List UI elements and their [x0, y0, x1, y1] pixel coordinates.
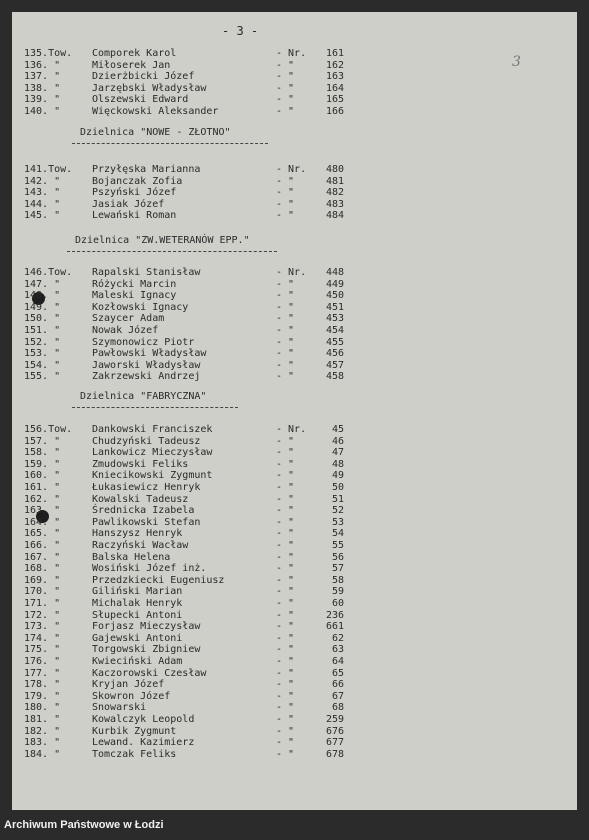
entry-name: Raczyński Wacław [92, 540, 189, 551]
list-item [12, 691, 352, 703]
list-item [12, 83, 352, 95]
entry-num: 169. " [24, 574, 61, 586]
margin-note: 3 [512, 54, 521, 70]
entry-num: 167. " [24, 551, 61, 563]
entry-name: Rapalski Stanisław [92, 267, 201, 278]
entry-nr: 480 [325, 164, 344, 175]
entry-num: 143. " [24, 187, 61, 199]
list-item [12, 279, 352, 291]
list-item [12, 71, 352, 83]
entry-name: Dzierżbicki Józef [92, 71, 195, 83]
entry-dash: - Nr. [276, 164, 307, 175]
entry-num: 166. " [24, 540, 61, 551]
list-item [12, 494, 352, 506]
entry-num: 175. " [24, 644, 61, 656]
list-item [12, 210, 352, 222]
entry-num: 152. " [24, 336, 61, 348]
entry-num: 171. " [24, 598, 61, 609]
entry-dash: - " [276, 301, 295, 313]
entry-nr: 454 [325, 325, 344, 336]
entry-num: 140. " [24, 106, 61, 117]
entry-dash: - " [276, 621, 295, 633]
entry-dash: - " [276, 586, 295, 598]
entry-nr: 68 [331, 702, 344, 714]
entry-dash: - Nr. [276, 48, 307, 59]
entry-dash: - " [276, 313, 295, 325]
list-item [12, 290, 352, 302]
entry-num: 184. " [24, 748, 61, 760]
entry-name: Kowalczyk Leopold [92, 714, 195, 725]
entry-num: 180. " [24, 702, 61, 714]
entry-nr: 47 [331, 447, 344, 459]
entry-name: Różycki Marcin [92, 278, 177, 290]
list-item [12, 679, 352, 691]
entry-dash: - " [276, 198, 295, 210]
entry-dash: - " [276, 71, 295, 83]
entry-dash: - " [276, 187, 295, 199]
entry-dash: - " [276, 714, 295, 725]
entry-num: 161. " [24, 482, 61, 493]
entry-num: 139. " [24, 94, 61, 106]
entry-name: Comporek Karol [92, 48, 177, 59]
entry-name: Kaczorowski Czesław [92, 667, 207, 679]
entry-dash: - " [276, 679, 295, 691]
district-heading: Dzielnica "FABRYCZNA" [80, 391, 207, 402]
entry-dash: - " [276, 435, 295, 447]
entry-dash: - " [276, 737, 295, 749]
list-item [12, 348, 352, 360]
list-item [12, 424, 352, 436]
list-item [12, 598, 352, 610]
entry-dash: - " [276, 598, 295, 609]
entry-num: 151. " [24, 325, 61, 336]
entry-name: Kozłowski Ignacy [92, 301, 189, 313]
entry-name: Skowron Józef [92, 690, 171, 702]
entry-name: Forjasz Mieczysław [92, 621, 201, 633]
list-item [12, 199, 352, 211]
entry-nr: 457 [325, 359, 344, 371]
list-item [12, 48, 352, 60]
list-item [12, 337, 352, 349]
entry-num: 155. " [24, 371, 61, 383]
list-item [12, 482, 352, 494]
entry-num: 150. " [24, 313, 61, 325]
entry-num: 153. " [24, 348, 61, 360]
entry-num: 138. " [24, 82, 61, 94]
entry-nr: 46 [331, 435, 344, 447]
entry-dash: - " [276, 348, 295, 360]
entry-dash: - " [276, 94, 295, 106]
entry-nr: 163 [325, 71, 344, 83]
entry-num: 156.Tow. [24, 424, 73, 435]
archive-footer: Archiwum Państwowe w Łodzi [4, 819, 164, 831]
list-item [12, 187, 352, 199]
entry-dash: - " [276, 290, 295, 302]
list-item [12, 540, 352, 552]
entry-num: 168. " [24, 563, 61, 575]
entry-num: 174. " [24, 632, 61, 644]
entry-num: 179. " [24, 690, 61, 702]
entry-num: 165. " [24, 528, 61, 540]
entry-num: 172. " [24, 609, 61, 621]
list-item [12, 517, 352, 529]
document-page [12, 12, 577, 810]
entry-name: Lewand. Kazimierz [92, 737, 195, 749]
entry-num: 136. " [24, 59, 61, 71]
entry-nr: 448 [325, 267, 344, 278]
entry-num: 181. " [24, 714, 61, 725]
entry-nr: 484 [325, 210, 344, 222]
entry-dash: - " [276, 551, 295, 563]
entry-nr: 57 [331, 563, 344, 575]
entry-name: Słupecki Antoni [92, 609, 183, 621]
entry-name: Kniecikowski Zygmunt [92, 470, 213, 482]
entry-dash: - " [276, 505, 295, 517]
entry-num: 142. " [24, 175, 61, 187]
entry-name: Łukasiewicz Henryk [92, 482, 201, 493]
entry-dash: - " [276, 447, 295, 459]
list-item [12, 610, 352, 622]
list-item [12, 726, 352, 738]
entry-name: Nowak Józef [92, 325, 159, 336]
entry-name: Giliński Marian [92, 586, 183, 598]
entry-nr: 49 [331, 470, 344, 482]
entry-dash: - " [276, 458, 295, 470]
entry-name: Więckowski Aleksander [92, 106, 219, 117]
entry-num: 144. " [24, 198, 61, 210]
entry-nr: 45 [331, 424, 344, 435]
entry-dash: - " [276, 175, 295, 187]
list-item [12, 371, 352, 383]
entry-name: Torgowski Zbigniew [92, 644, 201, 656]
entry-name: Kurbik Zygmunt [92, 725, 177, 737]
entry-num: 177. " [24, 667, 61, 679]
entry-name: Olszewski Edward [92, 94, 189, 106]
list-item [12, 325, 352, 337]
list-item [12, 60, 352, 72]
list-item [12, 164, 352, 176]
heading-underline [72, 407, 238, 408]
entry-nr: 481 [325, 175, 344, 187]
entry-nr: 51 [331, 493, 344, 505]
entry-name: Hanszysz Henryk [92, 528, 183, 540]
list-item [12, 621, 352, 633]
entry-nr: 483 [325, 198, 344, 210]
entry-dash: - Nr. [276, 424, 307, 435]
entry-name: Przedzkiecki Eugeniusz [92, 574, 225, 586]
entry-nr: 453 [325, 313, 344, 325]
entry-name: Chudzyński Tadeusz [92, 435, 201, 447]
entry-name: Przyłęska Marianna [92, 164, 201, 175]
entry-dash: - Nr. [276, 267, 307, 278]
entry-num: 154. " [24, 359, 61, 371]
entry-nr: 678 [325, 748, 344, 760]
entry-name: Jaworski Władysław [92, 359, 201, 371]
list-item [12, 470, 352, 482]
entry-num: 160. " [24, 470, 61, 482]
entry-nr: 64 [331, 656, 344, 667]
list-item [12, 459, 352, 471]
entry-num: 157. " [24, 435, 61, 447]
entry-nr: 236 [325, 609, 344, 621]
entry-nr: 50 [331, 482, 344, 493]
entry-num: 163. " [24, 505, 61, 517]
entry-name: Tomczak Feliks [92, 748, 177, 760]
entry-name: Jarzębski Władysław [92, 82, 207, 94]
entry-nr: 165 [325, 94, 344, 106]
entry-nr: 450 [325, 290, 344, 302]
entry-dash: - " [276, 632, 295, 644]
entry-name: Balska Helena [92, 551, 171, 563]
district-heading: Dzielnica "NOWE - ZŁOTNO" [80, 127, 231, 138]
entry-nr: 56 [331, 551, 344, 563]
list-item [12, 94, 352, 106]
list-item [12, 644, 352, 656]
entry-nr: 451 [325, 301, 344, 313]
entry-nr: 54 [331, 528, 344, 540]
entry-name: Pawlikowski Stefan [92, 516, 201, 528]
entry-name: Dankowski Franciszek [92, 424, 213, 435]
entry-nr: 455 [325, 336, 344, 348]
entry-nr: 482 [325, 187, 344, 199]
list-item [12, 360, 352, 372]
entry-name: Pawłowski Władysław [92, 348, 207, 360]
entry-dash: - " [276, 470, 295, 482]
entry-dash: - " [276, 336, 295, 348]
entry-name: Szaycer Adam [92, 313, 165, 325]
entry-name: Lewański Roman [92, 210, 177, 222]
entry-dash: - " [276, 482, 295, 493]
entry-dash: - " [276, 325, 295, 336]
list-item [12, 749, 352, 761]
entry-name: Gajewski Antoni [92, 632, 183, 644]
entry-nr: 164 [325, 82, 344, 94]
entry-dash: - " [276, 210, 295, 222]
entry-name: Zmudowski Feliks [92, 458, 189, 470]
entry-nr: 65 [331, 667, 344, 679]
entry-num: 182. " [24, 725, 61, 737]
entry-num: 135.Tow. [24, 48, 73, 59]
entry-dash: - " [276, 748, 295, 760]
entry-nr: 458 [325, 371, 344, 383]
entry-num: 158. " [24, 447, 61, 459]
entry-num: 148. " [24, 290, 61, 302]
entry-num: 137. " [24, 71, 61, 83]
entry-num: 173. " [24, 621, 61, 633]
entry-dash: - " [276, 690, 295, 702]
entry-nr: 55 [331, 540, 344, 551]
entry-num: 164. " [24, 516, 61, 528]
entry-dash: - " [276, 540, 295, 551]
entry-dash: - " [276, 609, 295, 621]
list-item [12, 302, 352, 314]
entry-name: Jasiak Józef [92, 198, 165, 210]
entry-num: 145. " [24, 210, 61, 222]
entry-num: 176. " [24, 656, 61, 667]
entry-dash: - " [276, 516, 295, 528]
list-item [12, 563, 352, 575]
entry-nr: 259 [325, 714, 344, 725]
entry-nr: 53 [331, 516, 344, 528]
entry-dash: - " [276, 644, 295, 656]
entry-nr: 161 [325, 48, 344, 59]
entry-name: Szymonowicz Piotr [92, 336, 195, 348]
list-item [12, 702, 352, 714]
entry-dash: - " [276, 528, 295, 540]
entry-name: Pszyński Józef [92, 187, 177, 199]
entry-dash: - " [276, 725, 295, 737]
entry-dash: - " [276, 278, 295, 290]
entry-nr: 166 [325, 106, 344, 117]
list-item [12, 447, 352, 459]
entry-num: 149. " [24, 301, 61, 313]
list-item [12, 528, 352, 540]
entry-name: Lankowicz Mieczysław [92, 447, 213, 459]
entry-num: 183. " [24, 737, 61, 749]
entry-name: Snowarski [92, 702, 147, 714]
entry-nr: 676 [325, 725, 344, 737]
entry-dash: - " [276, 59, 295, 71]
entry-name: Średnicka Izabela [92, 505, 195, 517]
entry-nr: 456 [325, 348, 344, 360]
entry-dash: - " [276, 563, 295, 575]
entry-dash: - " [276, 574, 295, 586]
list-item [12, 633, 352, 645]
entry-nr: 63 [331, 644, 344, 656]
entry-name: Zakrzewski Andrzej [92, 371, 201, 383]
entry-num: 159. " [24, 458, 61, 470]
list-item [12, 313, 352, 325]
heading-underline [72, 143, 268, 144]
list-item [12, 267, 352, 279]
entry-nr: 48 [331, 458, 344, 470]
entry-name: Bojanczak Zofia [92, 175, 183, 187]
entry-nr: 67 [331, 690, 344, 702]
entry-nr: 677 [325, 737, 344, 749]
list-item [12, 737, 352, 749]
entry-dash: - " [276, 656, 295, 667]
entry-nr: 52 [331, 505, 344, 517]
entry-dash: - " [276, 702, 295, 714]
entry-name: Kwieciński Adam [92, 656, 183, 667]
list-item [12, 714, 352, 726]
list-item [12, 552, 352, 564]
entry-num: 146.Tow. [24, 267, 73, 278]
entry-num: 170. " [24, 586, 61, 598]
list-item [12, 106, 352, 118]
entry-nr: 58 [331, 574, 344, 586]
entry-nr: 162 [325, 59, 344, 71]
list-item [12, 436, 352, 448]
entry-nr: 661 [325, 621, 344, 633]
entry-nr: 449 [325, 278, 344, 290]
entry-nr: 66 [331, 679, 344, 691]
entry-nr: 59 [331, 586, 344, 598]
entry-name: Michalak Henryk [92, 598, 183, 609]
list-item [12, 586, 352, 598]
entry-dash: - " [276, 82, 295, 94]
entry-name: Kryjan Józef [92, 679, 165, 691]
entry-num: 162. " [24, 493, 61, 505]
entry-num: 147. " [24, 278, 61, 290]
entry-dash: - " [276, 667, 295, 679]
list-item [12, 656, 352, 668]
heading-underline [67, 251, 277, 252]
entry-name: Miłoserek Jan [92, 59, 171, 71]
list-item [12, 575, 352, 587]
entry-dash: - " [276, 359, 295, 371]
entry-nr: 62 [331, 632, 344, 644]
entry-num: 141.Tow. [24, 164, 73, 175]
page-number: - 3 - [222, 24, 259, 38]
entry-name: Wosiński Józef inż. [92, 563, 207, 575]
entry-nr: 60 [331, 598, 344, 609]
entry-name: Maleski Ignacy [92, 290, 177, 302]
entry-dash: - " [276, 493, 295, 505]
district-heading: Dzielnica "ZW.WETERANÓW EPP." [75, 235, 250, 246]
entry-num: 178. " [24, 679, 61, 691]
list-item [12, 176, 352, 188]
entry-dash: - " [276, 106, 295, 117]
entry-dash: - " [276, 371, 295, 383]
entry-name: Kowalski Tadeusz [92, 493, 189, 505]
list-item [12, 505, 352, 517]
list-item [12, 668, 352, 680]
